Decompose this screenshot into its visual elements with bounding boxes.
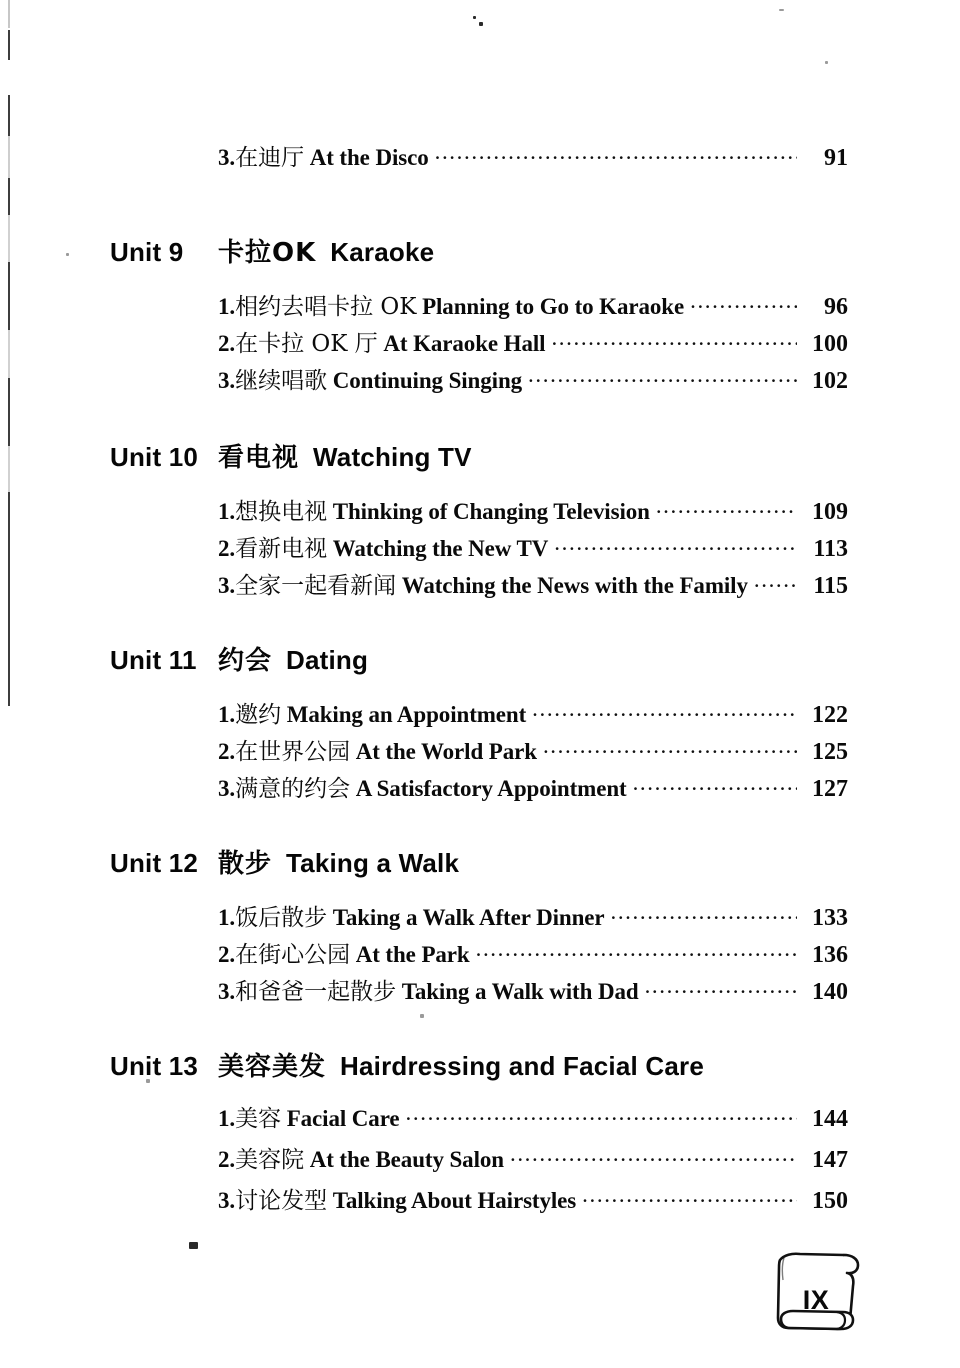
toc-entry[interactable] — [218, 1182, 848, 1215]
toc-entry-title-cn: 美容院 — [235, 1147, 305, 1173]
unit-title-en: Dating — [286, 645, 369, 675]
toc-leader-dots — [633, 773, 797, 796]
toc-entry[interactable] — [218, 530, 848, 563]
unit-title-en: Taking a Walk — [286, 848, 460, 878]
toc-entry-title-en: Watching the New TV — [327, 536, 549, 561]
toc-entry[interactable] — [218, 936, 848, 969]
toc-entry-title-cn: 在卡拉 OK 厅 — [235, 331, 378, 357]
toc-entry-number: 2. — [218, 536, 236, 561]
toc-entry-number: 2. — [218, 739, 236, 764]
toc-entry[interactable] — [218, 696, 848, 729]
toc-entry[interactable] — [218, 139, 848, 172]
toc-leader-dots — [656, 496, 797, 519]
toc-leader-dots — [645, 976, 797, 999]
toc-entry-title-en: At the Disco — [304, 145, 429, 170]
toc-entry-page-number: 150 — [812, 1188, 848, 1214]
unit-label: Unit 11 — [110, 645, 197, 675]
toc-entry[interactable] — [218, 733, 848, 766]
toc-entry[interactable] — [218, 770, 848, 803]
toc-entry-title-en: Making an Appointment — [281, 702, 527, 727]
toc-entry-title-cn: 继续唱歌 — [235, 368, 328, 394]
scan-speck — [189, 1242, 198, 1249]
toc-entry-page-number: 96 — [824, 294, 848, 320]
toc-entry-title-en: Planning to Go to Karaoke — [416, 294, 685, 319]
scan-speck — [779, 9, 784, 11]
page-folio-emblem — [770, 1248, 880, 1350]
toc-entry-title-cn: 和爸爸一起散步 — [235, 979, 397, 1005]
toc-leader-dots — [406, 1103, 797, 1126]
toc-entry-title-en: A Satisfactory Appointment — [350, 776, 627, 801]
toc-entry[interactable] — [218, 567, 848, 600]
toc-entry-number: 1. — [218, 905, 236, 930]
toc-entry[interactable] — [218, 362, 848, 395]
toc-leader-dots — [754, 570, 797, 593]
toc-entry-label — [218, 770, 627, 803]
toc-entry-title-cn: 在街心公园 — [235, 942, 351, 968]
toc-entry-title-cn: 在世界公园 — [235, 739, 351, 765]
toc-entry-number: 2. — [218, 1147, 236, 1172]
toc-entry-label — [218, 530, 548, 563]
toc-entry-title-en: Facial Care — [281, 1106, 400, 1131]
toc-entry-label — [218, 733, 537, 766]
toc-leader-dots — [435, 142, 797, 165]
toc-entry-title-cn: 想换电视 — [235, 499, 328, 525]
toc-entry-label — [218, 973, 639, 1006]
toc-entry-number: 2. — [218, 942, 236, 967]
toc-entry-label — [218, 288, 684, 321]
toc-entry[interactable] — [218, 973, 848, 1006]
toc-leader-dots — [554, 533, 797, 556]
toc-entry-title-cn: 相约去唱卡拉 OK — [235, 294, 417, 320]
toc-entry-title-cn: 在迪厅 — [235, 145, 305, 171]
toc-entry-number: 1. — [218, 702, 236, 727]
toc-entry-label — [218, 696, 526, 729]
toc-leader-dots — [543, 736, 797, 759]
toc-leader-dots — [476, 939, 797, 962]
unit-heading[interactable] — [110, 232, 434, 269]
toc-leader-dots — [582, 1185, 797, 1208]
toc-entry-page-number: 125 — [812, 739, 848, 765]
toc-entry-label — [218, 1100, 400, 1133]
toc-entry-title-cn: 邀约 — [235, 702, 282, 728]
toc-entry-label — [218, 493, 650, 526]
toc-entry-number: 1. — [218, 499, 236, 524]
toc-entry-page-number: 100 — [812, 331, 848, 357]
toc-entry-title-en: Taking a Walk After Dinner — [327, 905, 605, 930]
unit-title-cn: 美容美发 — [218, 1052, 327, 1082]
toc-entry-title-cn: 全家一起看新闻 — [235, 573, 397, 599]
toc-leader-dots — [690, 291, 797, 314]
toc-entry[interactable] — [218, 1100, 848, 1133]
toc-leader-dots — [532, 699, 797, 722]
toc-entry-title-cn: 满意的约会 — [235, 776, 351, 802]
toc-entry-label — [218, 899, 604, 932]
unit-heading[interactable] — [110, 640, 368, 677]
unit-label: Unit 10 — [110, 442, 199, 472]
toc-entry-number: 1. — [218, 294, 236, 319]
toc-entry-label — [218, 139, 429, 172]
scan-speck — [479, 22, 483, 26]
unit-title-en: Watching TV — [313, 442, 472, 472]
toc-entry-page-number: 144 — [812, 1106, 848, 1132]
toc-entry[interactable] — [218, 288, 848, 321]
toc-entry-number: 3. — [218, 145, 236, 170]
toc-entry-title-en: Continuing Singing — [327, 368, 523, 393]
unit-title-en: Hairdressing and Facial Care — [340, 1051, 704, 1081]
toc-entry-title-cn: 饭后散步 — [235, 905, 328, 931]
toc-entry-title-cn: 看新电视 — [235, 536, 328, 562]
toc-entry-number: 3. — [218, 776, 236, 801]
unit-title-cn: 看电视 — [218, 443, 300, 473]
toc-entry-number: 2. — [218, 331, 236, 356]
toc-entry-number: 3. — [218, 979, 236, 1004]
toc-leader-dots — [510, 1144, 797, 1167]
toc-entry-page-number: 113 — [813, 536, 848, 562]
toc-entry-page-number: 102 — [812, 368, 848, 394]
scan-speck — [473, 16, 476, 19]
toc-entry-title-en: Taking a Walk with Dad — [396, 979, 639, 1004]
toc-entry-label — [218, 1182, 576, 1215]
unit-label: Unit 13 — [110, 1051, 199, 1081]
toc-entry-label — [218, 936, 470, 969]
toc-entry[interactable] — [218, 493, 848, 526]
unit-title-en: Karaoke — [330, 237, 435, 267]
scan-speck — [825, 61, 828, 64]
toc-entry-page-number: 122 — [812, 702, 848, 728]
toc-leader-dots — [551, 328, 797, 351]
toc-leader-dots — [528, 365, 797, 388]
toc-entry-label — [218, 325, 545, 358]
unit-label: Unit 12 — [110, 848, 199, 878]
toc-entry-page-number: 147 — [812, 1147, 848, 1173]
toc-entry-title-en: Thinking of Changing Television — [327, 499, 650, 524]
scan-speck — [420, 1014, 424, 1018]
toc-entry-page-number: 109 — [812, 499, 848, 525]
toc-entry[interactable] — [218, 899, 848, 932]
toc-entry-label — [218, 567, 748, 600]
toc-entry[interactable] — [218, 1141, 848, 1174]
toc-entry-title-en: At the Beauty Salon — [304, 1147, 504, 1172]
scan-speck — [66, 253, 69, 256]
unit-title-cn: 卡拉OK — [218, 238, 317, 268]
toc-entry-page-number: 127 — [812, 776, 848, 802]
toc-entry-page-number: 136 — [812, 942, 848, 968]
toc-entry-number: 3. — [218, 573, 236, 598]
toc-entry[interactable] — [218, 325, 848, 358]
unit-heading[interactable] — [110, 437, 472, 474]
toc-entry-number: 3. — [218, 1188, 236, 1213]
unit-title-cn: 约会 — [218, 646, 273, 676]
toc-entry-title-cn: 美容 — [235, 1106, 282, 1132]
toc-entry-title-cn: 讨论发型 — [235, 1188, 328, 1214]
toc-entry-title-en: At the World Park — [350, 739, 537, 764]
toc-entry-title-en: At the Park — [350, 942, 470, 967]
toc-entry-title-en: Talking About Hairstyles — [327, 1188, 577, 1213]
toc-entry-page-number: 133 — [812, 905, 848, 931]
unit-label: Unit 9 — [110, 237, 184, 267]
toc-entry-page-number: 140 — [812, 979, 848, 1005]
scan-edge-artifact — [8, 0, 10, 706]
toc-entry-page-number: 115 — [813, 573, 848, 599]
toc-entry-number: 1. — [218, 1106, 236, 1131]
toc-entry-title-en: Watching the News with the Family — [396, 573, 748, 598]
toc-leader-dots — [610, 902, 797, 925]
unit-heading[interactable] — [110, 843, 459, 880]
toc-entry-title-en: At Karaoke Hall — [377, 331, 546, 356]
folio-number: IX — [802, 1284, 830, 1315]
toc-entry-label — [218, 362, 522, 395]
toc-entry-number: 3. — [218, 368, 236, 393]
toc-entry-page-number: 91 — [824, 145, 848, 171]
toc-entry-label — [218, 1141, 504, 1174]
unit-title-cn: 散步 — [218, 849, 273, 879]
unit-heading[interactable] — [110, 1046, 704, 1083]
